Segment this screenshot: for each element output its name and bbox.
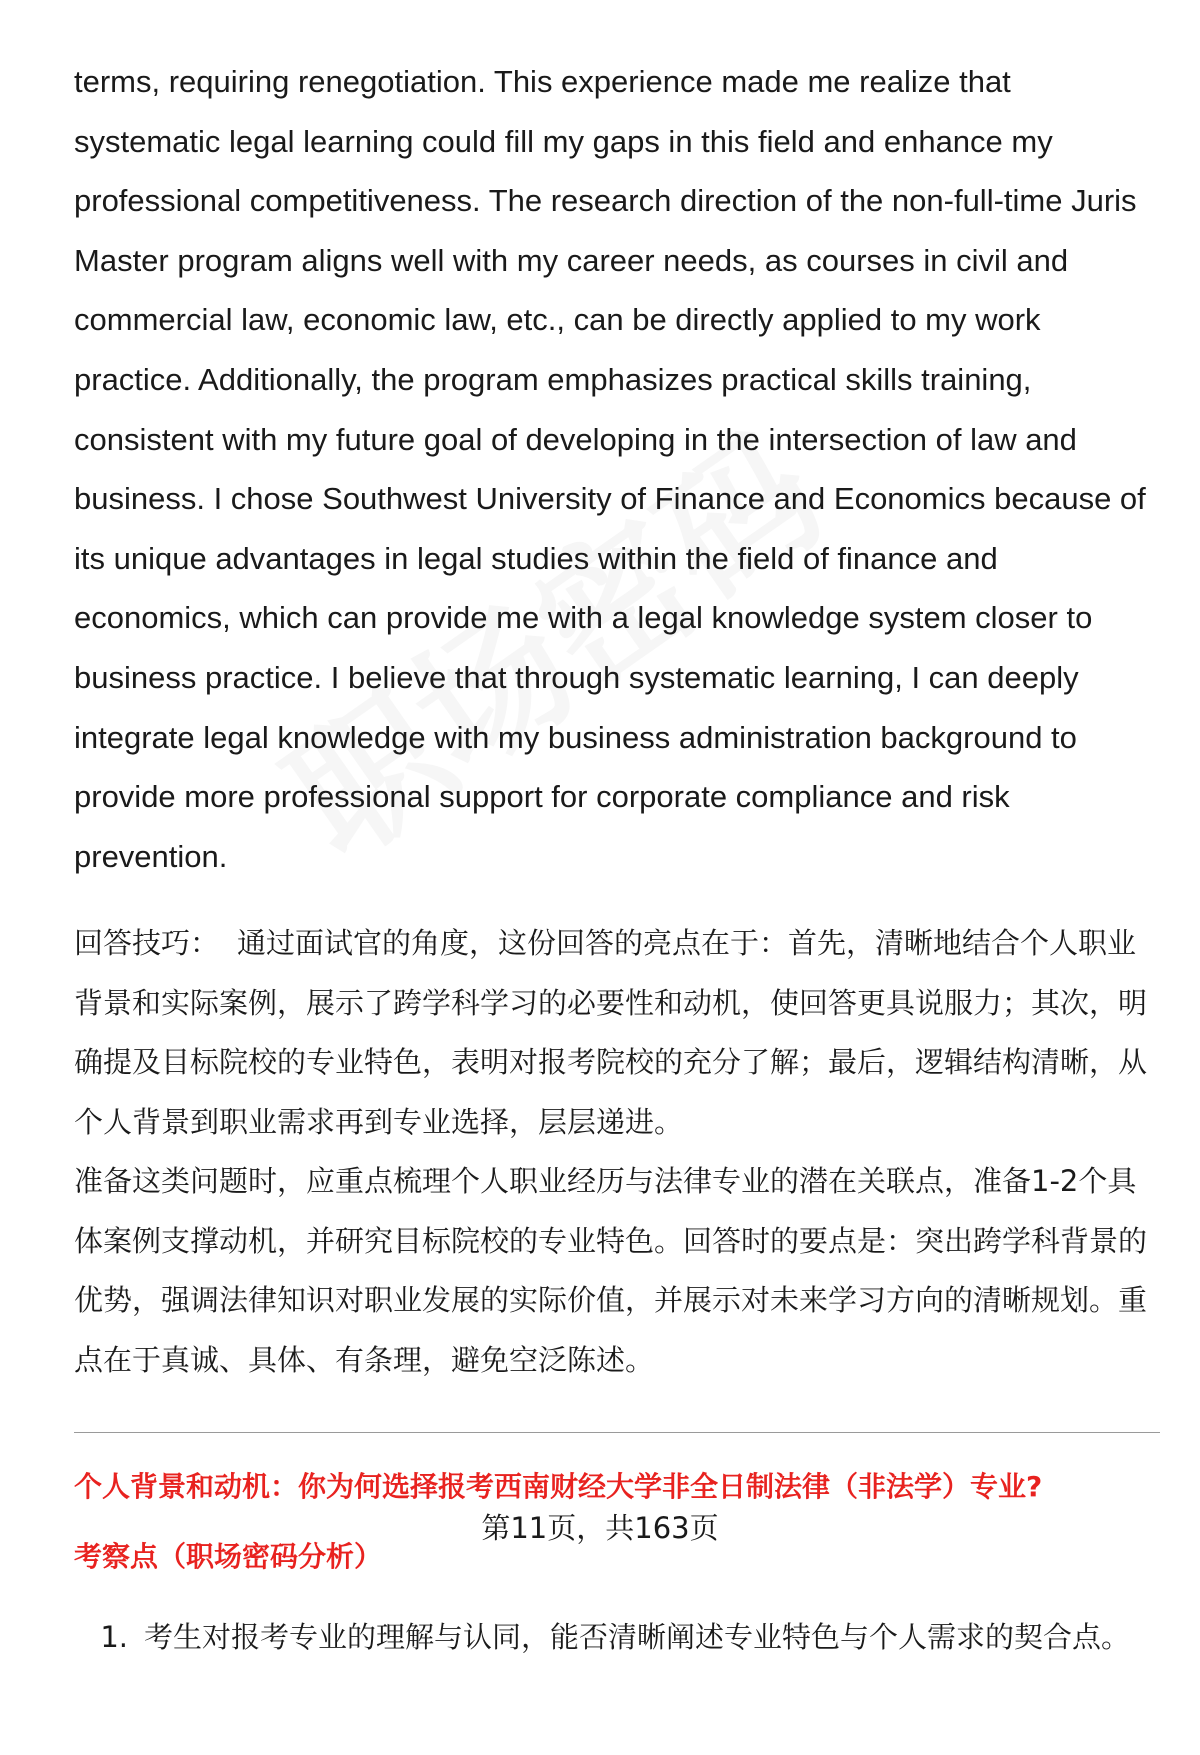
document-page	[74, 52, 1160, 1657]
list-item	[74, 1617, 1160, 1657]
page-number: 第11页，共163页	[481, 1511, 719, 1545]
answer-paragraph: terms, requiring renegotiation. This experience made me realize that systematic legal learning could fill my gaps in this field and enhance my professional competitiveness. The research direction of the non-full-time Juris Master program aligns well with my career needs, as courses in civil and commercial law, economic law, etc., can be directly applied to my work practice. Additionally, the program emphasizes practical skills training, consistent with my future goal of developing in the intersection of law and business. I chose Southwest University of Finance and Economics because of its unique advantages in legal studies within the field of finance and economics, which can provide me with a legal knowledge system closer to business practice. I believe that through systematic learning, I can deeply integrate legal knowledge with my business administration background to provide more professional support for corporate compliance and risk prevention.	[74, 64, 1146, 874]
assessment-points-heading: 考察点（职场密码分析）	[74, 1540, 383, 1574]
list-item-number: 1.	[100, 1620, 128, 1655]
tips-paragraph-2: 准备这类问题时，应重点梳理个人职业经历与法律专业的潜在关联点，准备1-2个具体案例支撑动机，并研究目标院校的专业特色。回答时的要点是：突出跨学科背景的优势，强调法律知识对职业发展的实际价值，并展示对未来学习方向的清晰规划。重点在于真诚、具体、有条理，避免空泛陈述。	[74, 1164, 1148, 1377]
assessment-points-list	[74, 1617, 1160, 1657]
section-divider	[74, 1432, 1160, 1433]
list-item-text: 考生对报考专业的理解与认同，能否清晰阐述专业特色与个人需求的契合点。	[144, 1620, 1131, 1655]
tips-paragraph-1	[74, 914, 1160, 1152]
tips-label: 回答技巧：	[74, 926, 220, 961]
question-title: 个人背景和动机：你为何选择报考西南财经大学非全日制法律（非法学）专业?	[74, 1470, 1043, 1504]
tips-paragraph-1-text: 通过面试官的角度，这份回答的亮点在于：首先，清晰地结合个人职业背景和实际案例，展示了跨学科学习的必要性和动机，使回答更具说服力；其次，明确提及目标院校的专业特色，表明对报考院校的充分了解；最后，逻辑结构清晰，从个人背景到职业需求再到专业选择，层层递进。	[74, 926, 1148, 1139]
tips-block	[74, 914, 1160, 1390]
